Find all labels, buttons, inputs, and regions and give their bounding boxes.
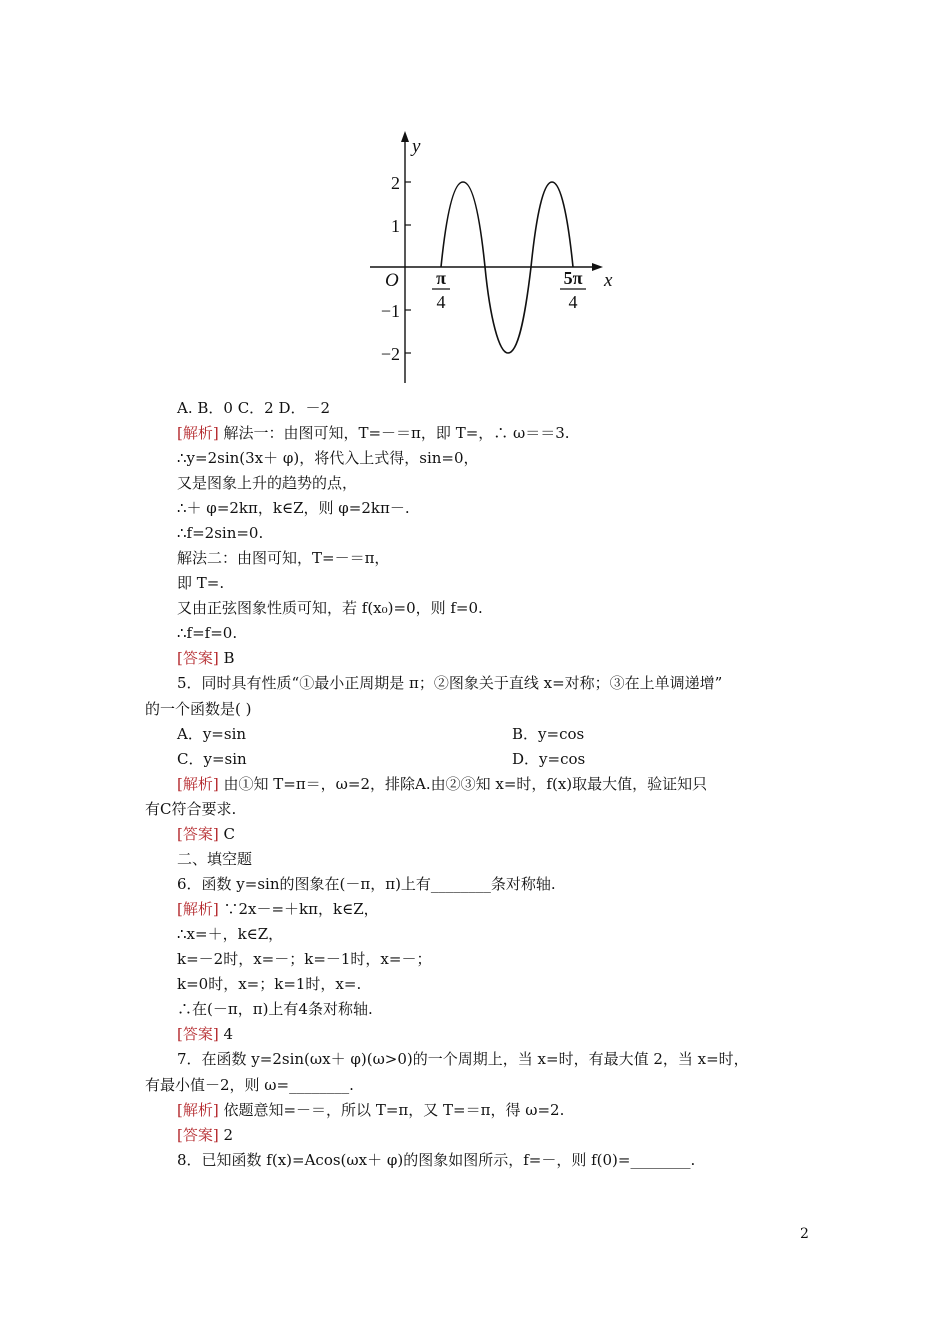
y-tick-1: 1	[391, 216, 400, 236]
text-line: ∴f=2sin=0.	[177, 524, 264, 542]
text-line: ∴在(－π，π)上有4条对称轴.	[177, 1000, 373, 1018]
x-tick-pi-4-denominator: 4	[436, 292, 446, 312]
text-line: ∴y=2sin(3x＋ φ)，将代入上式得，sin=0，	[177, 449, 479, 467]
x-tick-5pi-4-numerator: 5π	[563, 268, 583, 288]
answer-line: [答案] 2	[177, 1126, 234, 1144]
analysis-line: [解析] 依题意知=－＝，所以 T=π，又 T=＝π，得 ω=2.	[177, 1101, 565, 1119]
analysis-line: [解析] ∵2x－=＋kπ，k∈Z，	[177, 900, 379, 918]
x-tick-pi-4-numerator: π	[436, 268, 446, 288]
answer-line: [答案] C	[177, 825, 235, 843]
answer-tag: [答案]	[177, 1126, 219, 1144]
text-line: ∴f=f=0.	[177, 624, 238, 642]
text-line: 又是图象上升的趋势的点，	[177, 474, 358, 492]
question-8: 8．已知函数 f(x)=Acos(ωx＋ φ)的图象如图所示，f=－，则 f(0)=________.	[177, 1151, 696, 1169]
analysis-line: [解析] 由①知 T=π＝，ω=2，排除A.由②③知 x=时，f(x)取最大值，验证知只	[177, 775, 708, 793]
text-line: 又由正弦图象性质可知，若 f(x₀)=0，则 f=0.	[177, 599, 483, 617]
text-line: 解法二：由图可知，T=－＝π，	[177, 549, 390, 567]
options-line-4: A. B．0 C．2 D．－2	[177, 399, 331, 417]
analysis-tag: [解析]	[177, 1101, 219, 1119]
text-line: 有C符合要求.	[145, 800, 237, 818]
question-6: 6．函数 y=sin的图象在(－π，π)上有________条对称轴.	[177, 875, 556, 893]
sine-graph-figure	[360, 128, 630, 390]
option-c: C．y=sin	[177, 750, 247, 768]
analysis-tag: [解析]	[177, 900, 219, 918]
text-line: k=0时，x=；k=1时，x=.	[177, 975, 362, 993]
y-axis-arrow	[401, 131, 409, 142]
text-line: 的一个函数是( )	[145, 700, 252, 718]
text-line: 有最小值－2，则 ω=________.	[145, 1076, 354, 1094]
question-5: 5．同时具有性质“①最小正周期是 π；②图象关于直线 x=对称；③在上单调递增”	[177, 674, 723, 692]
answer-tag: [答案]	[177, 1025, 219, 1043]
answer-tag: [答案]	[177, 649, 219, 667]
question-7: 7．在函数 y=2sin(ωx＋ φ)(ω>0)的一个周期上，当 x=时，有最大值 2，当 x=时，	[177, 1050, 749, 1068]
y-axis-label: y	[412, 136, 421, 157]
option-a: A．y=sin	[177, 725, 247, 743]
section-heading: 二、填空题	[177, 850, 253, 868]
analysis-tag: [解析]	[177, 775, 219, 793]
y-tick-2: 2	[391, 173, 400, 193]
text-line: ∴＋ φ=2kπ，k∈Z，则 φ=2kπ－.	[177, 499, 410, 517]
text-line: k=－2时，x=－；k=－1时，x=－；	[177, 950, 432, 968]
answer-line: [答案] B	[177, 649, 235, 667]
origin-label: O	[385, 270, 399, 291]
y-tick-minus-2: −2	[380, 344, 400, 364]
y-tick-minus-1: −1	[380, 301, 400, 321]
x-tick-5pi-4-denominator: 4	[568, 292, 578, 312]
answer-tag: [答案]	[177, 825, 219, 843]
analysis-tag: [解析]	[177, 424, 219, 442]
text-line: ∴x=＋，k∈Z，	[177, 925, 284, 943]
page-number: 2	[800, 1226, 809, 1242]
option-b: B．y=cos	[512, 725, 585, 743]
text-line: 即 T=.	[177, 574, 225, 592]
analysis-line: [解析] 解法一：由图可知，T=－＝π，即 T=，∴ ω＝＝3.	[177, 424, 570, 442]
x-axis-label: x	[604, 270, 613, 291]
x-axis-arrow	[592, 263, 603, 271]
option-d: D．y=cos	[512, 750, 586, 768]
answer-line: [答案] 4	[177, 1025, 234, 1043]
